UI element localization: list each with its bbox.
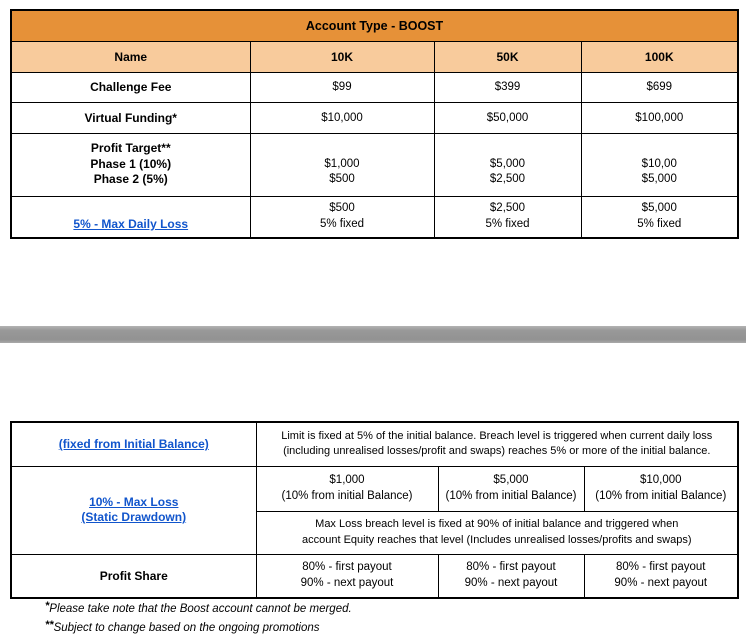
fixed-from-initial-balance-link[interactable]: (fixed from Initial Balance) [58, 437, 209, 452]
spacer [18, 201, 244, 217]
profit-share-50k-first: 80% - first payout [466, 561, 556, 574]
profit-share-100k-next: 90% - next payout [614, 576, 708, 589]
cell-profit-share-100k [584, 554, 738, 598]
profit-target-50k-phase1: $5,000 [489, 157, 526, 170]
rules-table [10, 421, 739, 599]
profit-target-title: Profit Target** [90, 141, 171, 156]
max-daily-loss-100k-amount: $5,000 [641, 202, 677, 215]
cell-daily-loss-description [256, 422, 738, 466]
max-daily-loss-50k-amount: $2,500 [489, 202, 526, 215]
max-daily-loss-50k-note: 5% fixed [485, 217, 530, 230]
account-type-boost-table [10, 9, 739, 239]
cell-max-loss-50k [438, 466, 584, 511]
max-daily-loss-100k-note: 5% fixed [637, 217, 682, 230]
cell-profit-target-50k [434, 133, 581, 196]
cell-profit-target-100k [581, 133, 738, 196]
spacer [441, 141, 575, 157]
table-title: Account Type - BOOST [11, 10, 738, 41]
cell-challenge-fee-50k: $399 [434, 72, 581, 102]
footnote1-text: Please take note that the Boost account cannot be merged. [49, 603, 352, 615]
max-daily-loss-10k-amount: $500 [329, 202, 355, 215]
row-label-profit-share: Profit Share [11, 554, 256, 598]
max-loss-link[interactable]: 10% - Max Loss [89, 494, 179, 509]
max-loss-10k-note: (10% from initial Balance) [281, 489, 413, 502]
profit-share-10k-next: 90% - next payout [300, 576, 394, 589]
max-daily-loss-link[interactable]: 5% - Max Daily Loss [73, 216, 189, 231]
col-header-10k: 10K [250, 41, 434, 72]
profit-share-10k-first: 80% - first payout [302, 561, 392, 574]
max-loss-50k-amount: $5,000 [493, 474, 529, 486]
footnote2-marker: ** [45, 618, 54, 631]
max-loss-100k-amount: $10,000 [639, 474, 682, 486]
cell-max-daily-loss-100k [581, 196, 738, 238]
max-loss-50k-note: (10% from initial Balance) [445, 489, 577, 502]
profit-target-10k-phase1: $1,000 [324, 157, 360, 170]
spacer [588, 141, 732, 157]
cell-profit-target-10k [250, 133, 434, 196]
profit-target-phase2-label: Phase 2 (5%) [93, 172, 168, 187]
static-drawdown-link[interactable]: (Static Drawdown) [81, 510, 187, 524]
profit-share-100k-first: 80% - first payout [616, 561, 706, 574]
max-loss-100k-note: (10% from initial Balance) [595, 489, 727, 502]
max-daily-loss-10k-note: 5% fixed [319, 217, 365, 230]
cell-max-daily-loss-10k [250, 196, 434, 238]
cell-challenge-fee-100k: $699 [581, 72, 738, 102]
col-header-100k: 100K [581, 41, 738, 72]
profit-target-50k-phase2: $2,500 [489, 173, 526, 186]
cell-virtual-funding-100k: $100,000 [581, 102, 738, 133]
profit-target-100k-phase2: $5,000 [641, 173, 677, 186]
cell-max-daily-loss-50k [434, 196, 581, 238]
profit-target-10k-phase2: $500 [329, 173, 355, 186]
max-loss-10k-amount: $1,000 [329, 474, 365, 486]
spacer [257, 141, 428, 157]
cell-profit-share-10k [256, 554, 438, 598]
max-loss-breach-line2: account Equity reaches that level (Includes unrealised losses/profits and swaps) [302, 533, 692, 546]
row-label-challenge-fee: Challenge Fee [11, 72, 250, 102]
row-label-max-daily-loss [11, 196, 250, 238]
row-label-virtual-funding: Virtual Funding* [11, 102, 250, 133]
cell-virtual-funding-10k: $10,000 [250, 102, 434, 133]
max-loss-breach-line1: Max Loss breach level is fixed at 90% of initial balance and triggered when [315, 518, 679, 530]
profit-target-phase1-label: Phase 1 (10%) [90, 156, 172, 171]
footnote2-text: Subject to change based on the ongoing promotions [53, 621, 320, 634]
footnote-promotions-note [45, 619, 352, 638]
profit-target-100k-phase1: $10,00 [641, 157, 677, 170]
row-label-fixed-from-initial [11, 422, 256, 466]
daily-loss-description-line2: (including unrealised losses/profit and swaps) reaches 5% or more of the initial balance. [283, 445, 711, 458]
cell-challenge-fee-10k: $99 [250, 72, 434, 102]
cell-profit-share-50k [438, 554, 584, 598]
footnotes [45, 600, 352, 637]
footnote1-marker: * [45, 600, 50, 612]
page-break-divider [0, 326, 746, 343]
footnote-merge-note [45, 600, 352, 619]
daily-loss-description-line1: Limit is fixed at 5% of the initial balance. Breach level is triggered when current daily loss [281, 429, 713, 442]
row-label-max-loss [11, 466, 256, 554]
cell-max-loss-100k [584, 466, 738, 511]
col-header-50k: 50K [434, 41, 581, 72]
row-label-profit-target [11, 133, 250, 196]
cell-virtual-funding-50k: $50,000 [434, 102, 581, 133]
col-header-name: Name [11, 41, 250, 72]
cell-max-loss-10k [256, 466, 438, 511]
profit-share-50k-next: 90% - next payout [464, 576, 558, 589]
cell-max-loss-breach-description [256, 511, 738, 554]
